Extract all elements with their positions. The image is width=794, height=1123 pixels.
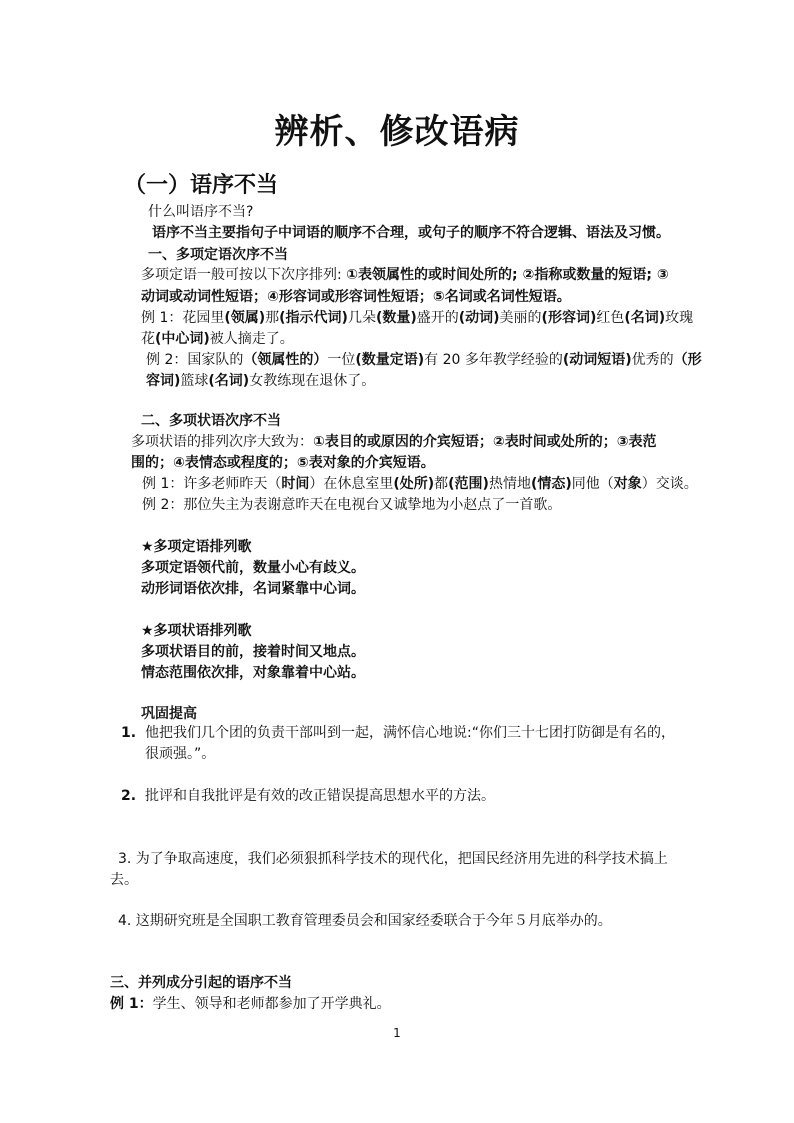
ex-text: 女教练现在退休了。 xyxy=(249,373,376,389)
ex-tag: (情态) xyxy=(530,476,572,492)
rhyme-zhuangyu-line1: 多项状语目的前，接着时间又地点。 xyxy=(141,644,365,660)
ex-text: 一位 xyxy=(327,352,356,368)
dingyu-example1-line2 xyxy=(141,328,294,350)
ex-tag: 例 1： xyxy=(110,996,153,1012)
practice-4-text: 4. 这期研究班是全国职工教育管理委员会和国家经委联合于今年５月底举办的。 xyxy=(118,913,612,929)
order-intro: 多项状语的排列次序大致为： xyxy=(131,434,313,450)
ex-text: 那 xyxy=(265,310,280,326)
practice-2-text: 批评和自我批评是有效的改正错误提高思想水平的方法。 xyxy=(145,788,495,804)
ex-text: ）交谈。 xyxy=(641,476,698,492)
ex-tag: (数量定语) xyxy=(355,352,425,368)
zhuangyu-order-line2: 围的；④表情态或程度的；⑤表对象的介宾短语。 xyxy=(131,455,435,471)
dingyu-example2-line1 xyxy=(146,349,702,371)
ex-text: 例 1：花园里 xyxy=(141,310,225,326)
ex-tag: (动词) xyxy=(458,310,500,326)
ex-tag: (名词) xyxy=(208,373,250,389)
ex-text: 美丽的 xyxy=(499,310,542,326)
definition-line: 语序不当主要指句子中词语的顺序不合理，或句子的顺序不符合逻辑、语法及习惯。 xyxy=(152,225,670,241)
ex-text: 例 2：国家队的 xyxy=(146,352,244,368)
rhyme-dingyu-line2: 动形词语依次排，名词紧靠中心词。 xyxy=(141,581,365,597)
practice-1-number: 1. xyxy=(121,725,137,741)
practice-3-line1: 3. 为了争取高速度，我们必须狠抓科学技术的现代化，把国民经济用先进的科学技术搞上 xyxy=(118,851,668,867)
ex-text: 几朵 xyxy=(347,310,376,326)
rhyme-dingyu-line1: 多项定语领代前，数量小心有歧义。 xyxy=(141,560,365,576)
rhyme-zhuangyu-title: ★多项状语排列歌 xyxy=(141,623,252,639)
binglie-example1 xyxy=(110,993,391,1015)
ex-tag: (动词短语) xyxy=(562,352,632,368)
section-heading-1: （一）语序不当 xyxy=(124,173,279,198)
rhyme-zhuangyu-line2: 情态范围依次排，对象靠着中心站。 xyxy=(141,665,365,681)
ex-text: 有 20 多年教学经验的 xyxy=(424,352,563,368)
ex-text: 被人摘走了。 xyxy=(209,331,294,347)
ex-text: 花 xyxy=(141,331,155,347)
ex-tag: 时间 xyxy=(281,476,310,492)
ex-text: 优秀的 xyxy=(631,352,674,368)
practice-title: 巩固提高 xyxy=(141,706,197,722)
subheading-binglie: 三、并列成分引起的语序不当 xyxy=(110,975,292,991)
rhyme-dingyu-title: ★多项定语排列歌 xyxy=(141,539,252,555)
ex-tag: (中心词) xyxy=(155,331,210,347)
subheading-dingyu: 一、多项定语次序不当 xyxy=(148,247,288,263)
zhuangyu-example2: 例 2：那位失主为表谢意昨天在电视台又诚挚地为小赵点了一首歌。 xyxy=(142,497,562,513)
ex-tag: （形 xyxy=(673,352,702,368)
ex-text: 篮球 xyxy=(180,373,209,389)
practice-1-line2: 很顽强。”。 xyxy=(145,746,216,762)
dingyu-order-line2: 动词或动词性短语；④形容词或形容词性短语；⑤名词或名词性短语。 xyxy=(141,289,571,305)
ex-text: 同他（ xyxy=(571,476,614,492)
order-intro: 多项定语一般可按以下次序排列: xyxy=(141,267,347,283)
page-number: 1 xyxy=(393,1026,401,1040)
order-items: ①表领属性的或时间处所的; ②指称或数量的短语; ③ xyxy=(346,267,669,283)
subheading-zhuangyu: 二、多项状语次序不当 xyxy=(141,413,281,429)
ex-tag: 容词) xyxy=(146,373,181,389)
order-items: ①表目的或原因的介宾短语；②表时间或处所的；③表范 xyxy=(313,434,657,450)
ex-text: 盛开的 xyxy=(416,310,459,326)
question-what xyxy=(148,201,253,223)
ex-tag: (数量) xyxy=(375,310,417,326)
ex-text: 都 xyxy=(434,476,449,492)
zhuangyu-example1 xyxy=(142,473,698,495)
ex-text: 玫瑰 xyxy=(665,310,694,326)
question-text: 什么叫语序不当? xyxy=(148,204,254,220)
ex-text: 例 1：许多老师昨天（ xyxy=(142,476,282,492)
ex-tag: (处所) xyxy=(393,476,435,492)
ex-text: 学生、领导和老师都参加了开学典礼。 xyxy=(152,996,391,1012)
ex-tag: (范围) xyxy=(448,476,489,492)
zhuangyu-order-line1 xyxy=(131,431,657,453)
ex-text: 红色 xyxy=(596,310,625,326)
ex-tag: (指示代词) xyxy=(279,310,348,326)
ex-tag: （领属性的） xyxy=(243,352,328,368)
dingyu-order-line1 xyxy=(141,264,669,286)
ex-tag: (名词) xyxy=(624,310,666,326)
ex-tag: (形容词) xyxy=(541,310,597,326)
ex-text: ）在休息室里 xyxy=(309,476,394,492)
dingyu-example2-line2 xyxy=(146,370,375,392)
practice-1-line1: 他把我们几个团的负责干部叫到一起，满怀信心地说:“你们三十七团打防御是有名的， xyxy=(145,725,675,741)
practice-3-line2: 去。 xyxy=(110,872,138,888)
ex-tag: (领属) xyxy=(224,310,266,326)
ex-tag: 对象 xyxy=(613,476,642,492)
dingyu-example1-line1 xyxy=(141,307,693,329)
practice-2-number: 2. xyxy=(121,788,137,804)
page-title: 辨析、修改语病 xyxy=(274,112,520,152)
ex-text: 热情地 xyxy=(488,476,531,492)
